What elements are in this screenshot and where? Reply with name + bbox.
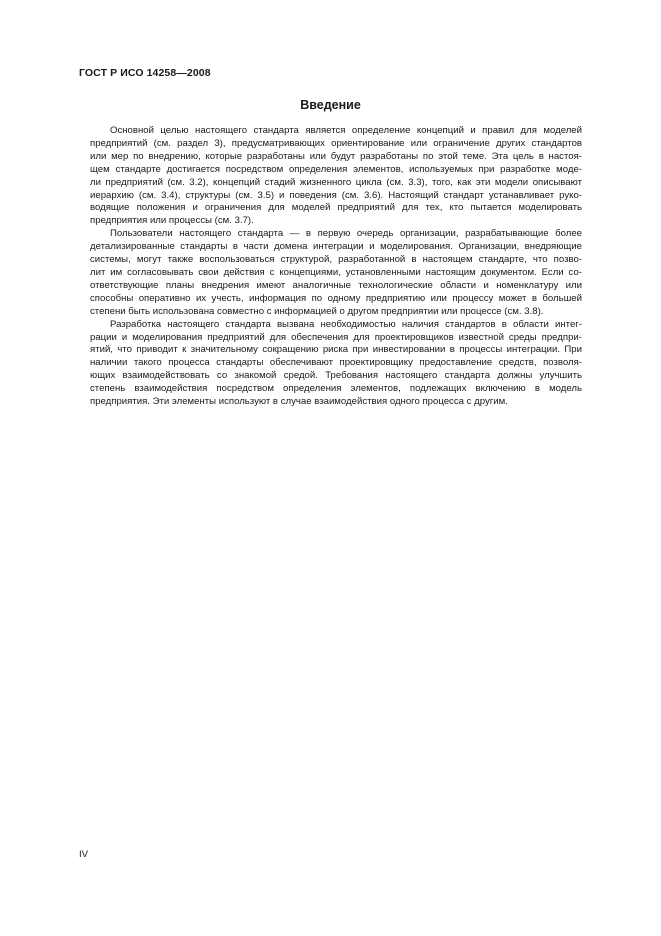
text-line: лит им согласовывать свои действия с концепциями, установленными настоящим документом. Если со- (90, 266, 582, 278)
text-line: предприятия. Эти элементы используют в случае взаимодействия одного процесса с другим. (90, 396, 508, 408)
introduction-body (90, 125, 582, 409)
paragraph-2 (90, 228, 582, 318)
text-line: Пользователи настоящего стандарта — в первую очередь организации, разрабатывающие более (110, 228, 582, 240)
text-line: ответствующие планы внедрения имеют аналогичные технологические области и номенклатуру или (90, 279, 582, 291)
text-line: предприятия или процессы (см. 3.7). (90, 215, 254, 227)
text-line: щем стандарте достигается посредством определения элементов, используемых при разработке моде- (90, 163, 582, 175)
text-line: иерархию (см. 3.4), структуры (см. 3.5) и поведения (см. 3.6). Настоящий стандарт устанавливает руко- (90, 189, 582, 201)
text-line: степени быть использована совместно с информацией о другом предприятии или процессе (см. 3.8). (90, 305, 544, 317)
paragraph-3 (90, 319, 582, 409)
text-line: или мер по внедрению, которые разработаны или будут разработаны по этой теме. Эта цель в настоя- (90, 150, 582, 162)
text-line: Разработка настоящего стандарта вызвана необходимостью наличия стандартов в области интег- (110, 318, 582, 330)
text-line: предприятий (см. раздел 3), предусматривающих ориентирование или ограничение других стандартов (90, 137, 582, 149)
text-line: рации и моделирования предприятий для обеспечения для проектировщиков известной среды предпри- (90, 331, 582, 343)
text-line: системы, могут также воспользоваться структурой, разработанной в настоящем стандарте, что позво- (90, 254, 582, 266)
text-line: ли предприятий (см. 3.2), концепций стадий жизненного цикла (см. 3.3), того, как эти модели описывают (90, 176, 582, 188)
paragraph-1 (90, 125, 582, 228)
text-line: ющих взаимодействовать со знакомой средой. Требования настоящего стандарта должны улучшить (90, 370, 582, 382)
text-line: способны оперативно их учесть, информация по одному предприятию или процессу может в большей (90, 292, 582, 304)
text-line: степень взаимодействия посредством определения элементов, подлежащих включению в модель (90, 383, 582, 395)
text-line: наличии такого процесса стандарты обеспечивают проектировщику предоставление средств, позволя- (90, 357, 582, 369)
text-line: детализированные стандарты в части домена интеграции и моделирования. Организации, внедряющие (90, 241, 582, 253)
text-line: ятий, что приводит к значительному сокращению риска при инвестировании в процессы интеграции. При (90, 344, 582, 356)
section-title: Введение (300, 98, 361, 112)
standard-header: ГОСТ Р ИСО 14258—2008 (79, 67, 211, 79)
text-line: водящие положения и ограничения для моделей предприятий для тех, кто пытается моделировать (90, 202, 582, 214)
page-number: IV (79, 849, 89, 860)
text-line: Основной целью настоящего стандарта является определение концепций и правил для моделей (110, 125, 582, 136)
